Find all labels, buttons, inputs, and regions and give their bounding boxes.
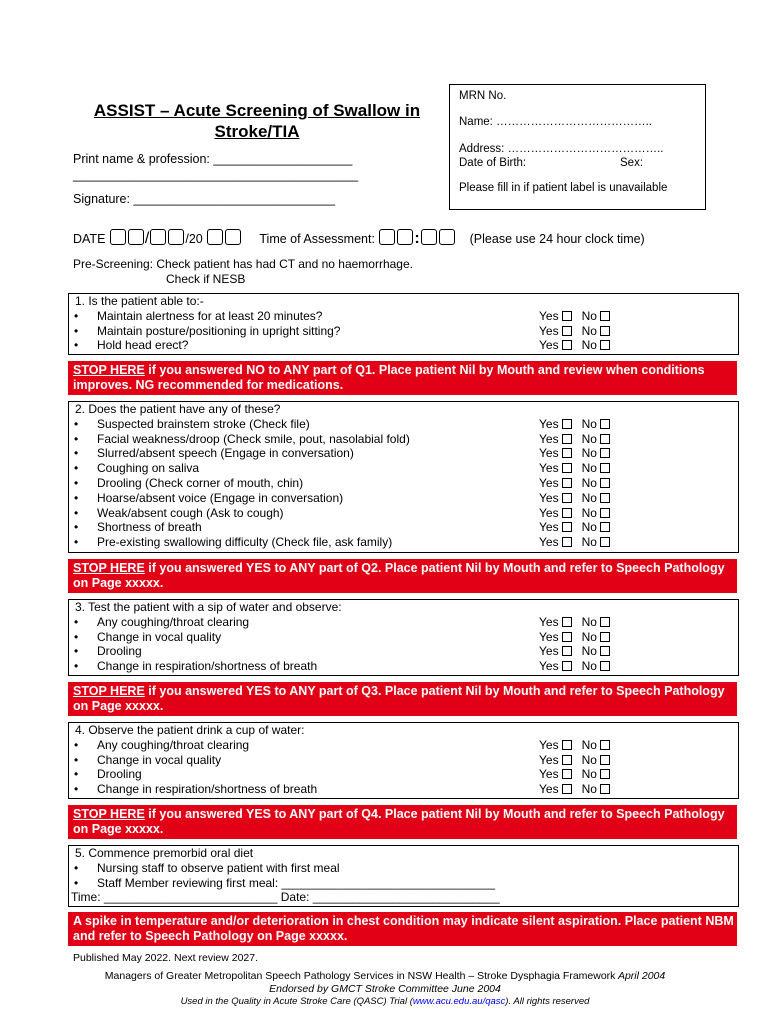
bullet-icon: • xyxy=(74,737,79,752)
yes-label: Yes xyxy=(539,752,559,767)
bullet-icon: • xyxy=(74,875,79,890)
stop-here-text: if you answered NO to ANY part of Q1. Place patient Nil by Mouth and review when conditions improves. NG recommended for medications. xyxy=(73,363,705,392)
time-date-field[interactable]: Time: __________________________ Date: ____________________________ xyxy=(71,890,500,905)
stop-here-text: if you answered YES to ANY part of Q3. Place patient Nil by Mouth and refer to Speech Pathology on Page xxxxx. xyxy=(73,684,725,713)
yes-checkbox[interactable] xyxy=(562,784,572,794)
bullet-icon: • xyxy=(74,475,79,490)
no-checkbox[interactable] xyxy=(600,646,610,656)
no-checkbox[interactable] xyxy=(600,340,610,350)
yes-checkbox[interactable] xyxy=(562,632,572,642)
address-field[interactable]: Address: ………………………………….. xyxy=(459,143,664,155)
question-2-box xyxy=(68,401,739,553)
yes-label: Yes xyxy=(539,416,559,431)
item-label: Drooling xyxy=(97,644,142,659)
yes-label: Yes xyxy=(539,767,559,782)
yes-label: Yes xyxy=(539,737,559,752)
stop-here-text: if you answered YES to ANY part of Q4. Place patient Nil by Mouth and refer to Speech Pathology on Page xxxxx. xyxy=(73,807,725,836)
bullet-icon: • xyxy=(74,535,79,550)
yes-label: Yes xyxy=(539,659,559,674)
item-label: Drooling (Check corner of mouth, chin) xyxy=(97,475,304,490)
yes-label: Yes xyxy=(539,475,559,490)
no-checkbox[interactable] xyxy=(600,493,610,503)
yes-no-options xyxy=(539,491,610,506)
question-3-title: 3. Test the patient with a sip of water and observe: xyxy=(75,600,342,614)
item-label: Change in vocal quality xyxy=(97,752,222,767)
no-label: No xyxy=(581,737,597,752)
yes-no-options xyxy=(539,446,610,461)
date-month-digit-2[interactable] xyxy=(168,229,184,245)
sex-field[interactable]: Sex: xyxy=(620,157,644,169)
no-checkbox[interactable] xyxy=(600,522,610,532)
time-hour-digit-2[interactable] xyxy=(397,229,413,245)
yes-label: Yes xyxy=(539,308,559,323)
yes-checkbox[interactable] xyxy=(562,646,572,656)
signature-field[interactable]: Signature: _____________________________ xyxy=(73,192,336,206)
date-time-row xyxy=(73,229,645,248)
no-label: No xyxy=(581,308,597,323)
bullet-icon: • xyxy=(74,614,79,629)
list-item xyxy=(69,506,738,521)
date-year-digit-1[interactable] xyxy=(207,229,223,245)
footer-line-1: Managers of Greater Metropolitan Speech Pathology Services in NSW Health – Stroke Dysphagia Framework April 2004 xyxy=(104,970,666,982)
print-name-field[interactable]: Print name & profession: ____________________ xyxy=(73,152,353,166)
yes-checkbox[interactable] xyxy=(562,340,572,350)
item-label: Change in respiration/shortness of breath xyxy=(97,782,318,797)
time-separator: : xyxy=(414,230,420,247)
item-label: Hold head erect? xyxy=(97,338,189,353)
yes-checkbox[interactable] xyxy=(562,661,572,671)
time-label: Time of Assessment: xyxy=(259,232,375,246)
no-checkbox[interactable] xyxy=(600,661,610,671)
item-label: Coughing on saliva xyxy=(97,461,200,476)
yes-label: Yes xyxy=(539,461,559,476)
bullet-icon: • xyxy=(74,505,79,520)
list-item xyxy=(69,644,738,659)
no-checkbox[interactable] xyxy=(600,755,610,765)
list-item xyxy=(69,630,738,645)
bullet-icon: • xyxy=(74,446,79,461)
form-title: ASSIST – Acute Screening of Swallow in Stroke/TIA xyxy=(93,101,421,141)
no-label: No xyxy=(581,475,597,490)
no-checkbox[interactable] xyxy=(600,478,610,488)
bullet-icon: • xyxy=(74,308,79,323)
yes-checkbox[interactable] xyxy=(562,311,572,321)
no-checkbox[interactable] xyxy=(600,419,610,429)
yes-checkbox[interactable] xyxy=(562,617,572,627)
item-label: Pre-existing swallowing difficulty (Check file, ask family) xyxy=(97,535,393,550)
list-item xyxy=(69,417,738,432)
yes-no-options xyxy=(539,338,610,353)
list-item xyxy=(69,491,738,506)
yes-no-options xyxy=(539,630,610,645)
list-item xyxy=(69,738,738,753)
no-checkbox[interactable] xyxy=(600,617,610,627)
list-item xyxy=(69,432,738,447)
dob-field[interactable]: Date of Birth: xyxy=(459,157,527,169)
list-item xyxy=(69,324,738,339)
footer-line-3: Used in the Quality in Acute Stroke Care (QASC) Trial (www.acu.edu.au/qasc). All rights reserved xyxy=(180,996,590,1007)
yes-no-options xyxy=(539,461,610,476)
yes-checkbox[interactable] xyxy=(562,740,572,750)
no-label: No xyxy=(581,767,597,782)
bullet-icon: • xyxy=(74,338,79,353)
question-4-box xyxy=(68,722,739,799)
stop-here-q3 xyxy=(68,682,737,716)
date-day-digit-1[interactable] xyxy=(110,229,126,245)
bullet-icon: • xyxy=(74,490,79,505)
patient-label-box xyxy=(449,84,706,210)
time-min-digit-1[interactable] xyxy=(421,229,437,245)
yes-label: Yes xyxy=(539,338,559,353)
no-checkbox[interactable] xyxy=(600,632,610,642)
yes-checkbox[interactable] xyxy=(562,463,572,473)
yes-checkbox[interactable] xyxy=(562,434,572,444)
no-label: No xyxy=(581,505,597,520)
no-checkbox[interactable] xyxy=(600,784,610,794)
no-label: No xyxy=(581,323,597,338)
bullet-icon: • xyxy=(74,629,79,644)
yes-checkbox[interactable] xyxy=(562,508,572,518)
patient-label-note: Please fill in if patient label is unavailable xyxy=(459,182,668,194)
yes-label: Yes xyxy=(539,446,559,461)
prescreen-line-1: Pre-Screening: Check patient has had CT and no haemorrhage. xyxy=(73,257,413,271)
yes-no-options xyxy=(539,506,610,521)
yes-no-options xyxy=(539,615,610,630)
list-item xyxy=(69,309,738,324)
yes-no-options xyxy=(539,324,610,339)
question-1-box xyxy=(68,293,739,355)
item-label: Slurred/absent speech (Engage in conversation) xyxy=(97,446,354,461)
item-label: Shortness of breath xyxy=(97,520,202,535)
footer-line-2: Endorsed by GMCT Stroke Committee June 2004 xyxy=(269,983,501,995)
list-item xyxy=(69,476,738,491)
no-label: No xyxy=(581,416,597,431)
list-item xyxy=(69,615,738,630)
item-label: Maintain alertness for at least 20 minutes? xyxy=(97,308,323,323)
item-label: Change in respiration/shortness of breath xyxy=(97,659,318,674)
yes-label: Yes xyxy=(539,490,559,505)
no-label: No xyxy=(581,782,597,797)
no-label: No xyxy=(581,338,597,353)
list-item xyxy=(69,446,738,461)
stop-here-q4 xyxy=(68,805,737,839)
question-5-title: 5. Commence premorbid oral diet xyxy=(75,846,254,860)
list-item xyxy=(69,338,738,353)
list-item xyxy=(69,767,738,782)
yes-no-options xyxy=(539,738,610,753)
time-note: (Please use 24 hour clock time) xyxy=(469,232,645,246)
no-label: No xyxy=(581,535,597,550)
yes-label: Yes xyxy=(539,535,559,550)
list-item xyxy=(69,753,738,768)
list-item[interactable] xyxy=(69,876,738,891)
no-checkbox[interactable] xyxy=(600,326,610,336)
date-label: DATE xyxy=(73,232,106,246)
date-day-digit-2[interactable] xyxy=(128,229,144,245)
stop-here-lead: STOP HERE xyxy=(73,561,145,575)
bullet-icon: • xyxy=(74,323,79,338)
bullet-icon: • xyxy=(74,659,79,674)
yes-no-options xyxy=(539,476,610,491)
no-label: No xyxy=(581,629,597,644)
mrn-field[interactable]: MRN No. xyxy=(459,90,507,102)
item-label: Change in vocal quality xyxy=(97,629,222,644)
question-4-title: 4. Observe the patient drink a cup of water: xyxy=(75,723,305,737)
item-label: Any coughing/throat clearing xyxy=(97,614,250,629)
yes-checkbox[interactable] xyxy=(562,522,572,532)
qasc-link[interactable]: www.acu.edu.au/qasc xyxy=(412,996,506,1007)
no-label: No xyxy=(581,446,597,461)
list-item xyxy=(69,520,738,535)
no-checkbox[interactable] xyxy=(600,769,610,779)
list-item xyxy=(69,659,738,674)
bullet-icon: • xyxy=(74,520,79,535)
published-note: Published May 2022. Next review 2027. xyxy=(73,952,259,964)
yes-checkbox[interactable] xyxy=(562,419,572,429)
yes-no-options xyxy=(539,520,610,535)
question-2-title: 2. Does the patient have any of these? xyxy=(75,402,281,416)
no-checkbox[interactable] xyxy=(600,508,610,518)
time-min-digit-2[interactable] xyxy=(439,229,455,245)
item-label: Facial weakness/droop (Check smile, pout, nasolabial fold) xyxy=(97,431,410,446)
time-date-row[interactable] xyxy=(69,890,738,905)
name-field[interactable]: Name: ………………………………….. xyxy=(459,116,652,128)
yes-no-options xyxy=(539,309,610,324)
bullet-icon: • xyxy=(74,860,79,875)
no-checkbox[interactable] xyxy=(600,311,610,321)
no-checkbox[interactable] xyxy=(600,740,610,750)
no-label: No xyxy=(581,614,597,629)
yes-no-options xyxy=(539,535,610,550)
yes-checkbox[interactable] xyxy=(562,326,572,336)
yes-label: Yes xyxy=(539,629,559,644)
no-label: No xyxy=(581,520,597,535)
date-year-digit-2[interactable] xyxy=(225,229,241,245)
time-hour-digit-1[interactable] xyxy=(379,229,395,245)
yes-label: Yes xyxy=(539,520,559,535)
date-year-prefix: /20 xyxy=(185,232,203,246)
question-1-title: 1. Is the patient able to:- xyxy=(75,294,204,308)
yes-label: Yes xyxy=(539,323,559,338)
question-3-box xyxy=(68,599,739,676)
no-label: No xyxy=(581,659,597,674)
no-checkbox[interactable] xyxy=(600,537,610,547)
stop-here-text: if you answered YES to ANY part of Q2. Place patient Nil by Mouth and refer to Speech Pathology on Page xxxxx. xyxy=(73,561,725,590)
list-item: • Nursing staff to observe patient with first meal xyxy=(74,860,340,875)
stop-here-lead: STOP HERE xyxy=(73,363,145,377)
item-label: Drooling xyxy=(97,767,142,782)
bullet-icon: • xyxy=(74,752,79,767)
bullet-icon: • xyxy=(74,461,79,476)
yes-no-options xyxy=(539,659,610,674)
stop-here-lead: STOP HERE xyxy=(73,807,145,821)
yes-no-options xyxy=(539,432,610,447)
bullet-icon: • xyxy=(74,782,79,797)
item-label: Hoarse/absent voice (Engage in conversation) xyxy=(97,490,344,505)
yes-checkbox[interactable] xyxy=(562,448,572,458)
no-checkbox[interactable] xyxy=(600,463,610,473)
question-5-box xyxy=(68,845,739,907)
no-label: No xyxy=(581,644,597,659)
yes-no-options xyxy=(539,767,610,782)
bullet-icon: • xyxy=(74,431,79,446)
yes-checkbox[interactable] xyxy=(562,478,572,488)
no-label: No xyxy=(581,752,597,767)
no-checkbox[interactable] xyxy=(600,448,610,458)
yes-no-options xyxy=(539,417,610,432)
silent-aspiration-warning: A spike in temperature and/or deterioration in chest condition may indicate silent aspiration. Place patient NBM and refer to Speech Pathology on Page xxxxx. xyxy=(68,912,737,946)
bullet-icon: • xyxy=(74,767,79,782)
item-label: Maintain posture/positioning in upright sitting? xyxy=(97,323,341,338)
stop-here-q1 xyxy=(68,361,737,395)
yes-no-options xyxy=(539,644,610,659)
list-item xyxy=(69,535,738,550)
bullet-icon: • xyxy=(74,416,79,431)
yes-label: Yes xyxy=(539,644,559,659)
bullet-icon: • xyxy=(74,644,79,659)
item-label: Suspected brainstem stroke (Check file) xyxy=(97,416,310,431)
no-checkbox[interactable] xyxy=(600,434,610,444)
yes-checkbox[interactable] xyxy=(562,755,572,765)
yes-label: Yes xyxy=(539,505,559,520)
no-label: No xyxy=(581,490,597,505)
print-name-line[interactable]: _________________________________________ xyxy=(73,168,359,182)
yes-checkbox[interactable] xyxy=(562,769,572,779)
no-label: No xyxy=(581,461,597,476)
yes-label: Yes xyxy=(539,782,559,797)
date-separator: / xyxy=(144,230,150,247)
yes-no-options xyxy=(539,753,610,768)
no-label: No xyxy=(581,431,597,446)
yes-no-options xyxy=(539,782,610,797)
yes-checkbox[interactable] xyxy=(562,537,572,547)
yes-checkbox[interactable] xyxy=(562,493,572,503)
staff-member-field[interactable]: Staff Member reviewing first meal: ________________________________ xyxy=(97,875,496,890)
list-item xyxy=(69,461,738,476)
item-label: Any coughing/throat clearing xyxy=(97,737,250,752)
item-label: Weak/absent cough (Ask to cough) xyxy=(97,505,284,520)
list-item xyxy=(69,782,738,797)
stop-here-q2 xyxy=(68,559,737,593)
yes-label: Yes xyxy=(539,431,559,446)
prescreen-line-2: Check if NESB xyxy=(166,272,246,286)
date-month-digit-1[interactable] xyxy=(150,229,166,245)
yes-label: Yes xyxy=(539,614,559,629)
stop-here-lead: STOP HERE xyxy=(73,684,145,698)
